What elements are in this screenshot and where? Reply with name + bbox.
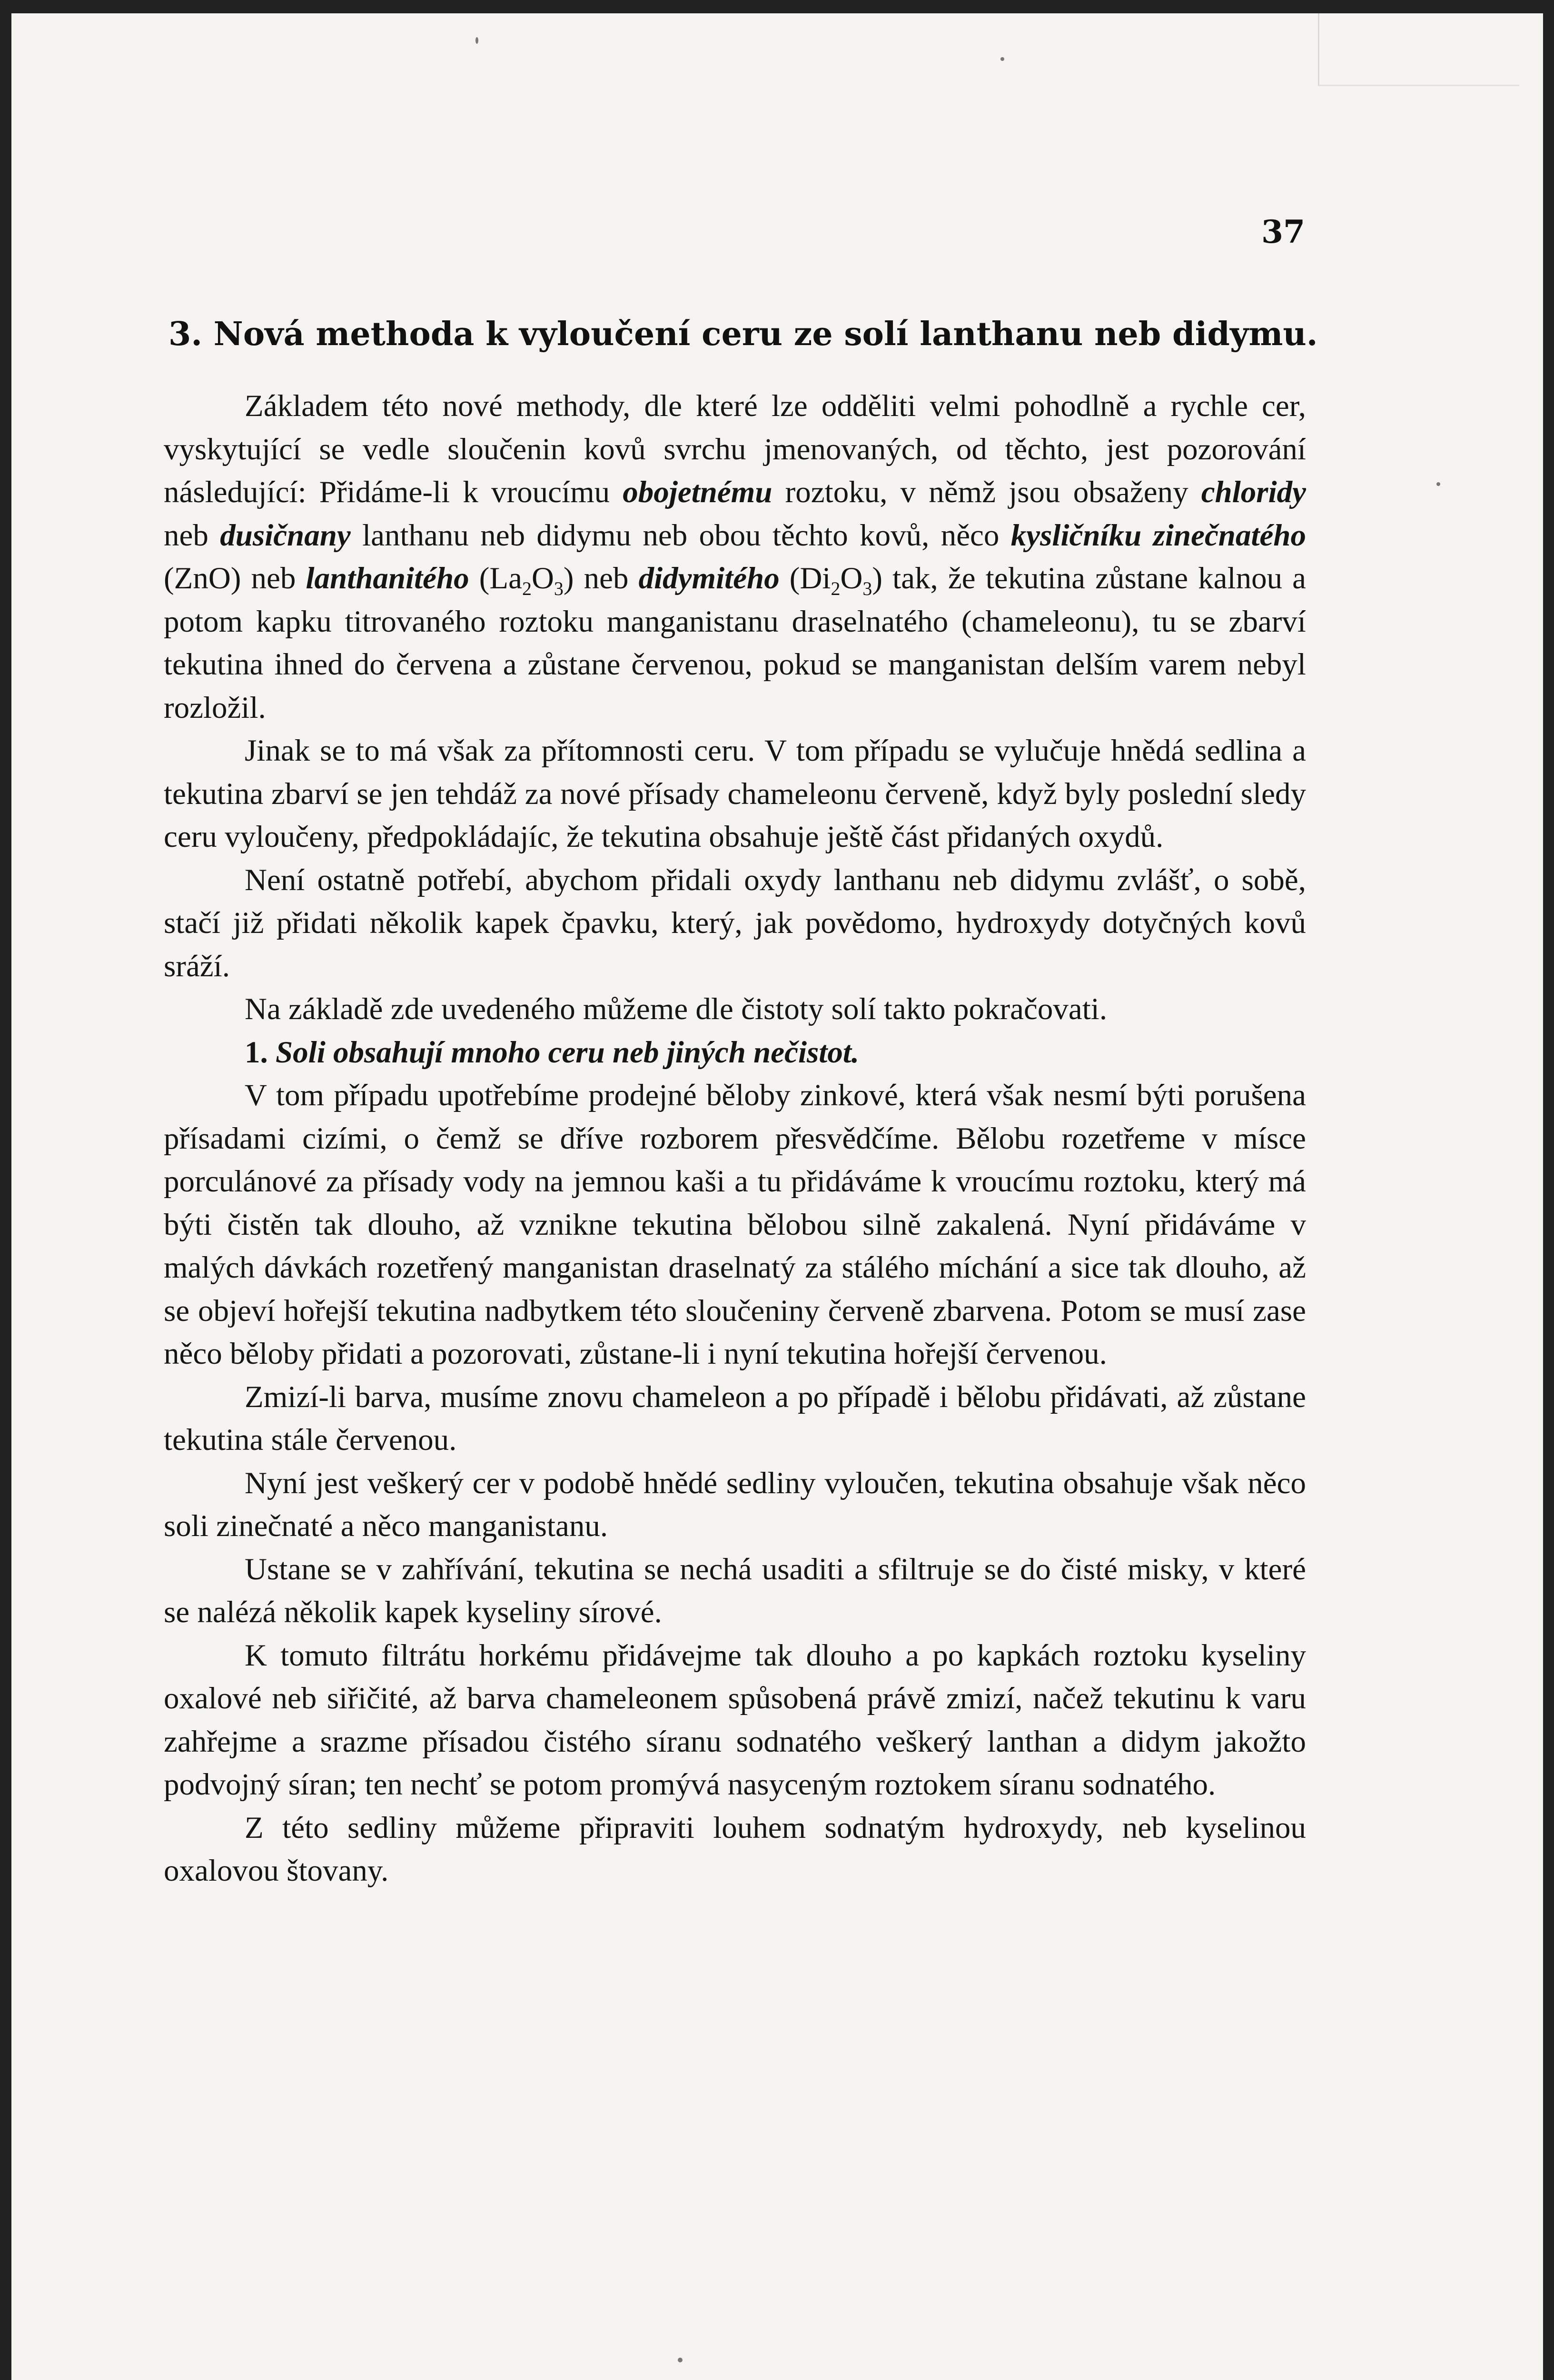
section-heading: 3. Nová methoda k vyloučení ceru ze solí lanthanu neb didymu. (168, 315, 1318, 353)
paragraph-11: Z této sedliny můžeme připraviti louhem sodnatým hydroxydy, neb kyselinou oxalovou štovany. (164, 1810, 1306, 1888)
article-body (164, 385, 1306, 1893)
paragraph-1-text: (ZnO) neb (164, 561, 306, 595)
paragraph-10: K tomuto filtrátu horkému přidávejme tak dlouho a po kapkách roztoku kyseliny oxalové neb siřičité, až barva chameleonem spůsobená právě zmizí, načež tekutinu k varu zahřejme a srazme přísadou čistého síranu sodnatého veškerý lanthan a didym jakožto podvojný síran; ten nechť se potom promývá nasyceným roztokem síranu sodnatého. (164, 1638, 1306, 1802)
paragraph-7: Zmizí-li barva, musíme znovu chameleon a po případě i bělobu přidávati, až zůstane tekutina stále červenou. (164, 1379, 1306, 1457)
formula-subscript: 3 (862, 578, 872, 599)
subsection-heading (164, 1031, 1306, 1074)
paragraph-1 (164, 385, 1306, 729)
paragraph-8: Nyní jest veškerý cer v podobě hnědé sedliny vyloučen, tekutina obsahuje však něco soli zinečnaté a něco manganistanu. (164, 1466, 1306, 1543)
term-kyslicniku-zinecnateho: kysličníku zinečnatého (1010, 518, 1306, 553)
scan-speck (1000, 57, 1004, 61)
paragraph-1-text: O (531, 561, 554, 595)
term-didymiteho: didymitého (638, 561, 780, 595)
paragraph-1-text: Základem této nové methody, dle které lze odděliti velmi pohodlně a rychle cer, vyskytující se vedle sloučenin kovů svrchu jmenovaných, od těchto, jest pozorování následující: Přidáme-li k vroucímu (164, 389, 1306, 509)
paragraph-1-text: (Di (779, 561, 831, 595)
paragraph-1-text: (La (469, 561, 522, 595)
scan-speck (678, 2358, 683, 2362)
page-number: 37 (1261, 213, 1305, 250)
scan-speck (475, 37, 478, 44)
paragraph-3: Není ostatně potřebí, abychom přidali oxydy lanthanu neb didymu zvlášť, o sobě, stačí již přidati několik kapek čpavku, který, jak povědomo, hydroxydy dotyčných kovů sráží. (164, 863, 1306, 983)
scan-corner-mark (1318, 13, 1519, 86)
paragraph-1-text: ) tak, že tekutina zůstane kalnou a potom kapku titrovaného roztoku manganistanu draselnatého (chameleonu), tu se zbarví tekutina ihned do červena a zůstane červenou, pokud se manganistan delším varem nebyl rozložil. (164, 561, 1307, 725)
scan-speck (1436, 482, 1440, 486)
term-obojetnemu: obojetnému (623, 475, 772, 509)
paragraph-4: Na základě zde uvedeného můžeme dle čistoty solí takto pokračovati. (245, 992, 1108, 1026)
paragraph-1-text: ) neb (563, 561, 639, 595)
subsection-number: 1. (245, 1035, 268, 1070)
paragraph-9: Ustane se v zahřívání, tekutina se nechá usaditi a sfiltruje se do čisté misky, v které se nalézá několik kapek kyseliny sírové. (164, 1552, 1306, 1629)
term-dusicnany: dusičnany (220, 518, 351, 553)
formula-subscript: 2 (522, 578, 532, 599)
subsection-title: Soli obsahují mnoho ceru neb jiných nečistot. (276, 1035, 860, 1070)
term-chloridy: chloridy (1201, 475, 1306, 509)
term-lanthaniteho: lanthanitého (306, 561, 469, 595)
paragraph-6: V tom případu upotřebíme prodejné běloby zinkové, která však nesmí býti porušena přísadami cizími, o čemž se dříve rozborem přesvědčíme. Bělobu rozetřeme v mísce porculánové za přísady vody na jemnou kaši a tu přidáváme k vroucímu roztoku, který má býti čistěn tak dlouho, až vznikne tekutina bělobou silně zakalená. Nyní přidáváme v malých dávkách rozetřený manganistan draselnatý za stálého míchání a sice tak dlouho, až se objeví hořejší tekutina nadbytkem této sloučeniny červeně zbarvena. Potom se musí zase něco běloby přidati a pozorovati, zůstane-li i nyní tekutina hořejší červenou. (164, 1078, 1306, 1371)
paragraph-1-text: lanthanu neb didymu neb obou těchto kovů, něco (350, 518, 1011, 553)
scanned-page (11, 13, 1543, 2380)
paragraph-1-text: neb (164, 518, 220, 553)
formula-subscript: 2 (831, 578, 841, 599)
paragraph-2: Jinak se to má však za přítomnosti ceru. V tom případu se vylučuje hnědá sedlina a tekutina zbarví se jen tehdáž za nové přísady chameleonu červeně, když byly poslední sledy ceru vyloučeny, předpokládajíc, že tekutina obsahuje ještě část přidaných oxydů. (164, 734, 1306, 854)
paragraph-1-text: O (840, 561, 863, 595)
formula-subscript: 3 (554, 578, 564, 599)
paragraph-1-text: roztoku, v němž jsou obsaženy (772, 475, 1201, 509)
